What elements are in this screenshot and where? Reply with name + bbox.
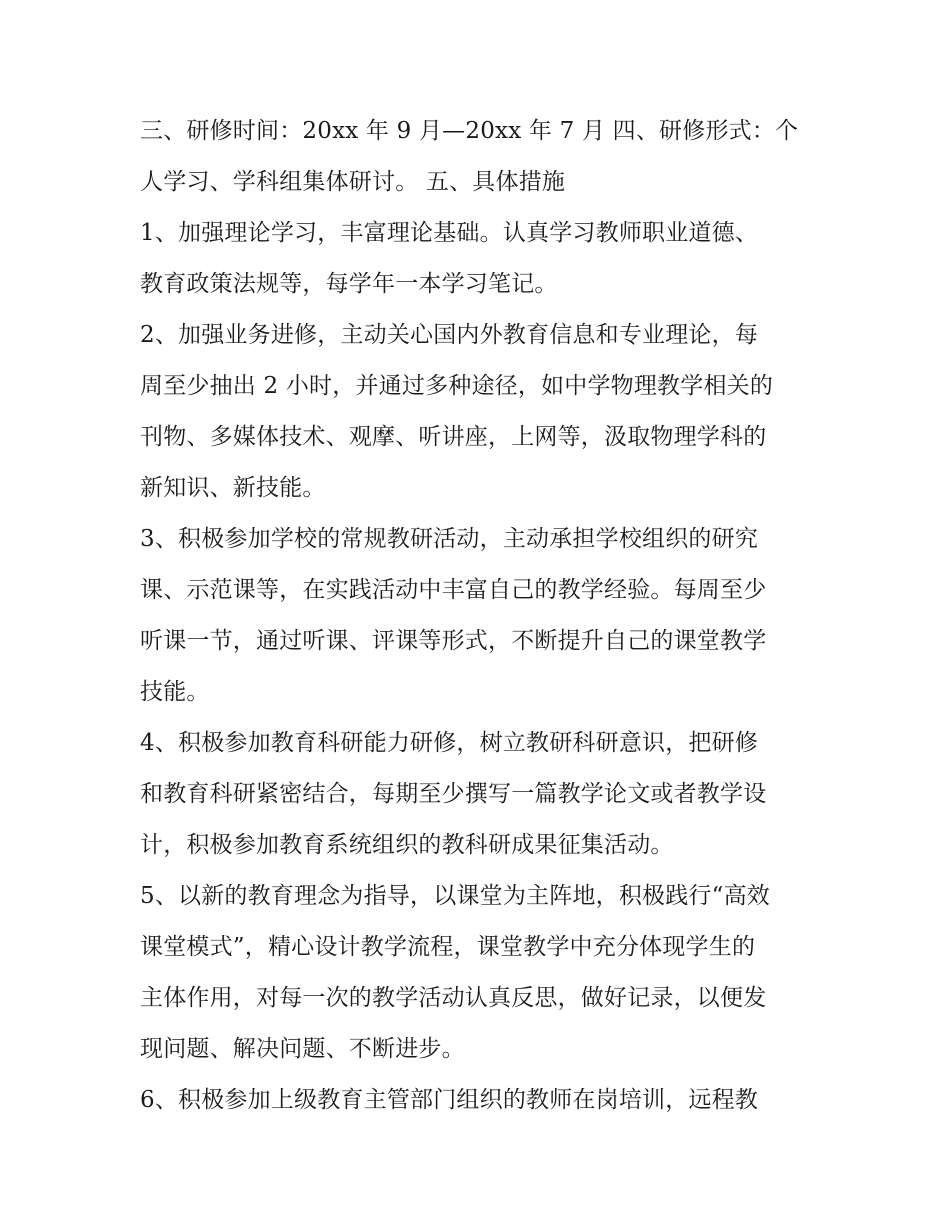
text-line-18: 主体作用，对每一次的教学活动认真反思，做好记录，以便发 — [140, 985, 767, 1011]
text-line-16: 5、以新的教育理念为指导，以课堂为主阵地，积极践行“高效 — [140, 883, 770, 909]
text-line-14: 和教育科研紧密结合，每期至少撰写一篇教学论文或者教学设 — [140, 781, 767, 807]
text-line-13: 4、积极参加教育科研能力研修，树立教研科研意识，把研修 — [140, 730, 759, 756]
text-line-3: 1、加强理论学习，丰富理论基础。认真学习教师职业道德、 — [140, 220, 759, 246]
text-line-10: 课、示范课等，在实践活动中丰富自己的教学经验。每周至少 — [140, 577, 767, 603]
text-line-5: 2、加强业务进修，主动关心国内外教育信息和专业理论，每 — [140, 322, 759, 348]
text-line-8: 新知识、新技能。 — [140, 475, 326, 501]
document-body — [140, 106, 820, 1126]
text-line-17: 课堂模式”，精心设计教学流程，课堂教学中充分体现学生的 — [140, 934, 756, 960]
text-line-6: 周至少抽出 2 小时，并通过多种途径，如中学物理教学相关的 — [140, 373, 774, 399]
text-line-9: 3、积极参加学校的常规教研活动，主动承担学校组织的研究 — [140, 526, 759, 552]
text-line-4: 教育政策法规等，每学年一本学习笔记。 — [140, 271, 558, 297]
text-line-11: 听课一节，通过听课、评课等形式，不断提升自己的课堂教学 — [140, 628, 767, 654]
text-line-1: 三、研修时间：20xx 年 9 月—20xx 年 7 月 四、研修形式：个 — [140, 118, 799, 144]
text-line-19: 现问题、解决问题、不断进步。 — [140, 1036, 465, 1062]
text-line-12: 技能。 — [140, 679, 210, 705]
text-line-20: 6、积极参加上级教育主管部门组织的教师在岗培训，远程教 — [140, 1087, 759, 1113]
text-line-15: 计，积极参加教育系统组织的教科研成果征集活动。 — [140, 832, 674, 858]
text-line-2: 人学习、学科组集体研讨。 五、具体措施 — [140, 169, 566, 195]
text-line-7: 刊物、多媒体技术、观摩、听讲座，上网等，汲取物理学科的 — [140, 424, 767, 450]
